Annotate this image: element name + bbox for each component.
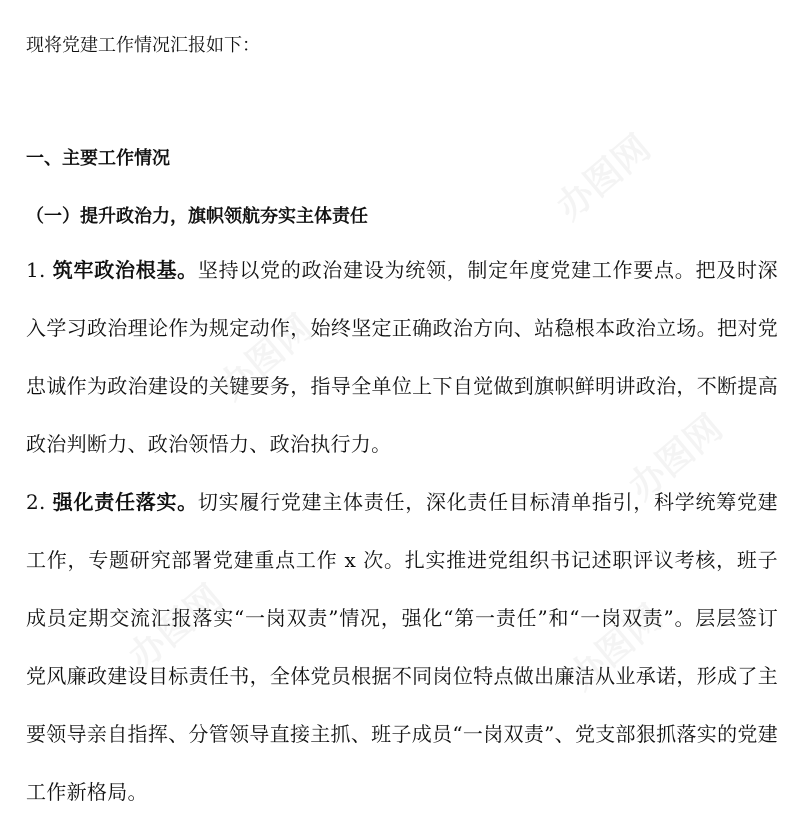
paragraph-item-2	[26, 473, 778, 821]
watermark: 办图网	[121, 577, 231, 679]
watermark: 办图网	[549, 127, 659, 229]
watermark: 办图网	[211, 307, 321, 409]
section-heading: 一、主要工作情况	[26, 148, 170, 169]
watermark: 办图网	[561, 597, 671, 699]
item-lead: 筑牢政治根基。	[52, 258, 198, 282]
item-lead: 强化责任落实。	[52, 490, 198, 514]
watermark: 办图网	[621, 407, 731, 509]
item-number: 1.	[26, 258, 46, 282]
item-body: 切实履行党建主体责任，深化责任目标清单指引，科学统筹党建工作，专题研究部署党建重点工作 x 次。扎实推进党组织书记述职评议考核，班子成员定期交流汇报落实“一岗双责”情况，强化“第一责任”和“一岗双责”。层层签订党风廉政建设目标责任书，全体党员根据不同岗位特点做出廉洁从业承诺，形成了主要领导亲自指挥、分管领导直接主抓、班子成员“一岗双责”、党支部狠抓落实的党建工作新格局。	[26, 490, 778, 804]
item-body: 坚持以党的政治建设为统领，制定年度党建工作要点。把及时深入学习政治理论作为规定动作，始终坚定正确政治方向、站稳根本政治立场。把对党忠诚作为政治建设的关键要务，指导全单位上下自觉做到旗帜鲜明讲政治，不断提高政治判断力、政治领悟力、政治执行力。	[26, 258, 778, 456]
paragraph-item-1	[26, 241, 778, 473]
intro-text: 现将党建工作情况汇报如下：	[26, 35, 260, 56]
item-number: 2.	[26, 490, 46, 514]
subsection-heading: （一）提升政治力，旗帜领航夯实主体责任	[26, 206, 368, 227]
